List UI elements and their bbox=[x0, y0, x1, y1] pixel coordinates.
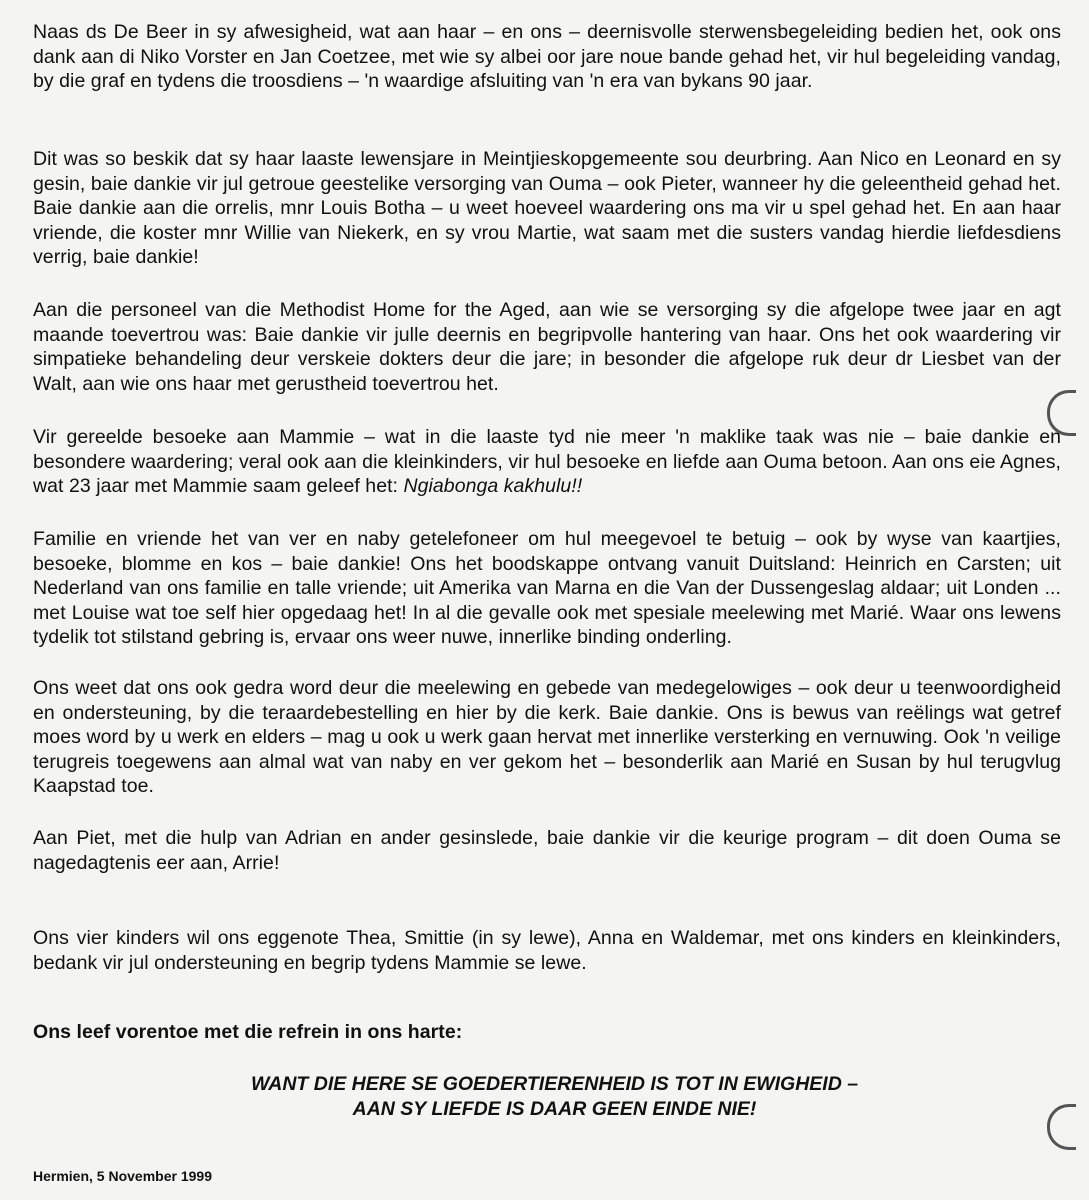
closing-refrain bbox=[0, 1072, 1089, 1121]
paragraph-thanks-congregation: Dit was so beskik dat sy haar laaste lewensjare in Meintjieskopgemeente sou deurbring. Aan Nico en Leonard en sy gesin, baie dankie vir jul getroue geestelike versorging van Ouma – ook Pieter, wanneer hy die geleentheid gehad het. Baie dankie aan die orrelis, mnr Louis Botha – u weet hoeveel waardering ons ma vir u spel gehad het. En aan haar vriende, die koster mnr Willie van Niekerk, en sy vrou Martie, wat saam met die susters vandag hierdie liefdesdiens verrig, baie dankie! bbox=[33, 148, 1061, 268]
paragraph-thanks-program: Aan Piet, met die hulp van Adrian en ander gesinslede, baie dankie vir die keurige program – dit doen Ouma se nagedagtenis eer aan, Arrie! bbox=[33, 827, 1061, 874]
signoff: Hermien, 5 November 1999 bbox=[33, 1168, 212, 1184]
paragraph-visits-italic: Ngiabonga kakhulu!! bbox=[403, 475, 583, 497]
paragraph-thanks-ministers: Naas ds De Beer in sy afwesigheid, wat aan haar – en ons – deernisvolle sterwensbegeleiding bedien het, ook ons dank aan di Niko Vorster en Jan Coetzee, met wie sy albei oor jare noue bande gehad het, vir hul begeleiding vandag, by die graf en tydens die troosdiens – 'n waardige afsluiting van 'n era van bykans 90 jaar. bbox=[33, 21, 1061, 92]
punch-hole-icon bbox=[1047, 1104, 1076, 1150]
paragraph-thanks-home-staff: Aan die personeel van die Methodist Home for the Aged, aan wie se versorging sy die afgelope twee jaar en agt maande toevertrou was: Baie dankie vir julle deernis en begripvolle hantering van haar. Ons het ook waardering vir simpatieke behandeling deur verskeie dokters deur die jare; in besonder die afgelope ruk deur dr Liesbet van der Walt, aan wie ons haar met gerustheid toevertrou het. bbox=[33, 299, 1061, 395]
paragraph-thanks-family-friends: Familie en vriende het van ver en naby getelefoneer om hul meegevoel te betuig – ook by wyse van kaartjies, besoeke, blomme en kos – baie dankie! Ons het boodskappe ontvang vanuit Duitsland: Heinrich en Carsten; uit Nederland van ons familie en talle vriende; uit Amerika van Marna en die Van der Dussengeslag aldaar; uit Londen ... met Louise wat toe self hier opgedaag het! In al die gevalle ook met spesiale meelewing met Marié. Waar ons lewens tydelik tot stilstand gebring is, ervaar ons weer nuwe, innerlike binding onderling. bbox=[33, 528, 1061, 648]
paragraph-thanks-spouses: Ons vier kinders wil ons eggenote Thea, Smittie (in sy lewe), Anna en Waldemar, met ons kinders en kleinkinders, bedank vir jul ondersteuning en begrip tydens Mammie se lewe. bbox=[33, 927, 1061, 974]
paragraph-thanks-believers: Ons weet dat ons ook gedra word deur die meelewing en gebede van medegelowiges – ook deur u teenwoordigheid en ondersteuning, by die teraardebestelling en hier by die kerk. Baie dankie. Ons is bewus van reëlings wat getref moes word by u werk en elders – mag u ook u werk gaan hervat met innerlike versterking en vernuwing. Ook 'n veilige terugreis toegewens aan almal wat van naby en ver gekom het – besonderlik aan Marié en Susan by hul terugvlug Kaapstad toe. bbox=[33, 677, 1061, 797]
closing-line-2: AAN SY LIEFDE IS DAAR GEEN EINDE NIE! bbox=[352, 1097, 757, 1120]
paragraph-thanks-visits bbox=[33, 425, 1061, 499]
paragraph-refrain-intro: Ons leef vorentoe met die refrein in ons harte: bbox=[33, 1021, 463, 1043]
closing-line-1: WANT DIE HERE SE GOEDERTIERENHEID IS TOT IN EWIGHEID – bbox=[250, 1073, 859, 1095]
paragraph-visits-text: Vir gereelde besoeke aan Mammie – wat in die laaste tyd nie meer 'n maklike taak was nie – baie dankie en besondere waardering; veral ook aan die kleinkinders, vir hul besoeke en liefde aan Ouma betoon. Aan ons eie Agnes, wat 23 jaar met Mammie saam geleef het: bbox=[33, 426, 1062, 497]
